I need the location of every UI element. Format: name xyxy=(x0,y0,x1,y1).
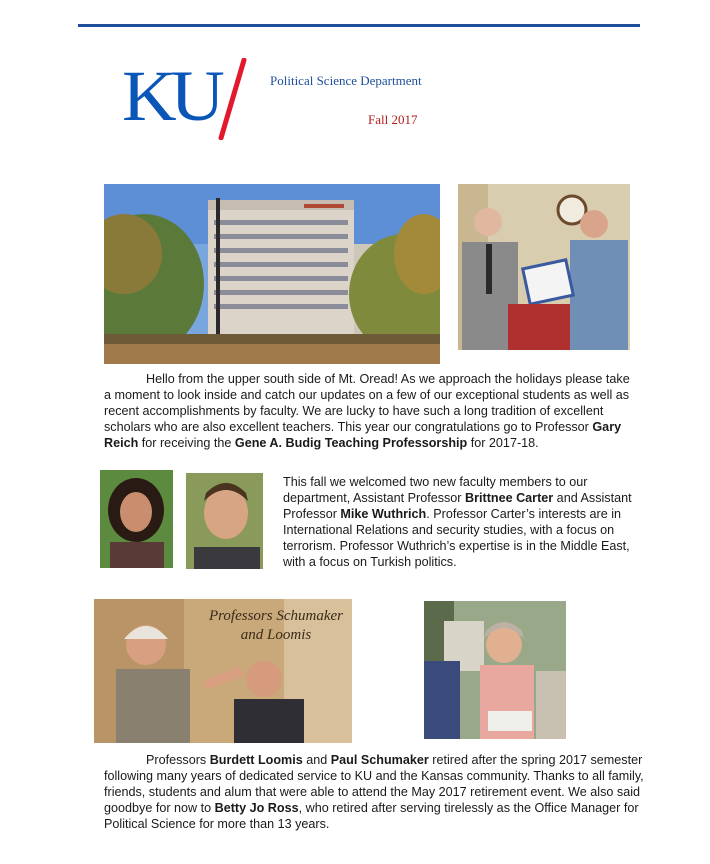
department-name: Political Science Department xyxy=(270,73,422,88)
photo-award-presentation xyxy=(458,184,630,350)
logo-slash xyxy=(213,58,253,140)
photo-betty-jo-ross xyxy=(424,601,566,739)
retirement-paragraph: Professors Burdett Loomis and Paul Schumaker retired after the spring 2017 semester following many years of dedicated service to KU and the Kansas community. Thanks to all family, friends, students and alum that were able to attend the May 2017 retirement event. We also said goodbye for now to Betty Jo Ross, who retired after serving tirelessly as the Office Manager for Political Science for more than 13 years. xyxy=(104,753,644,831)
photo-brittnee-carter xyxy=(100,470,173,568)
name-burdett-loomis: Burdett Loomis xyxy=(209,753,303,767)
name-mike-wuthrich: Mike Wuthrich xyxy=(340,507,427,521)
name-gary-reich: Gary Reich xyxy=(104,420,622,450)
photo-campus-building xyxy=(104,184,440,364)
name-betty-jo-ross: Betty Jo Ross xyxy=(214,801,299,815)
award-name: Gene A. Budig Teaching Professorship xyxy=(234,436,468,450)
ku-logo: KU xyxy=(122,56,219,136)
newsletter-term: Fall 2017 xyxy=(368,112,418,127)
top-rule xyxy=(78,24,640,27)
photo-schumaker-loomis xyxy=(94,599,352,743)
intro-paragraph: Hello from the upper south side of Mt. Oread! As we approach the holidays please take a moment to look inside and catch our updates on a few of our exceptional students as well as recent accomplishments by faculty. We are lucky to have such a long tradition of excellent scholars who are also excellent teachers. This year our congratulations go to Professor Gary Reich for receiving the Gene A. Budig Teaching Professorship for 2017-18. xyxy=(104,372,630,450)
name-paul-schumaker: Paul Schumaker xyxy=(330,753,429,767)
photo-caption: Professors Schumaker and Loomis xyxy=(208,608,343,643)
name-brittnee-carter: Brittnee Carter xyxy=(465,491,554,505)
photo-mike-wuthrich xyxy=(186,473,263,569)
faculty-paragraph: This fall we welcomed two new faculty members to our department, Assistant Professor Brittnee Carter and Assistant Professor Mike Wuthrich. Professor Carter’s interests are in International Relations and security studies, with a focus on terrorism. Professor Wuthrich’s expertise is in the Middle East, with a focus on Turkish politics. xyxy=(283,475,632,569)
